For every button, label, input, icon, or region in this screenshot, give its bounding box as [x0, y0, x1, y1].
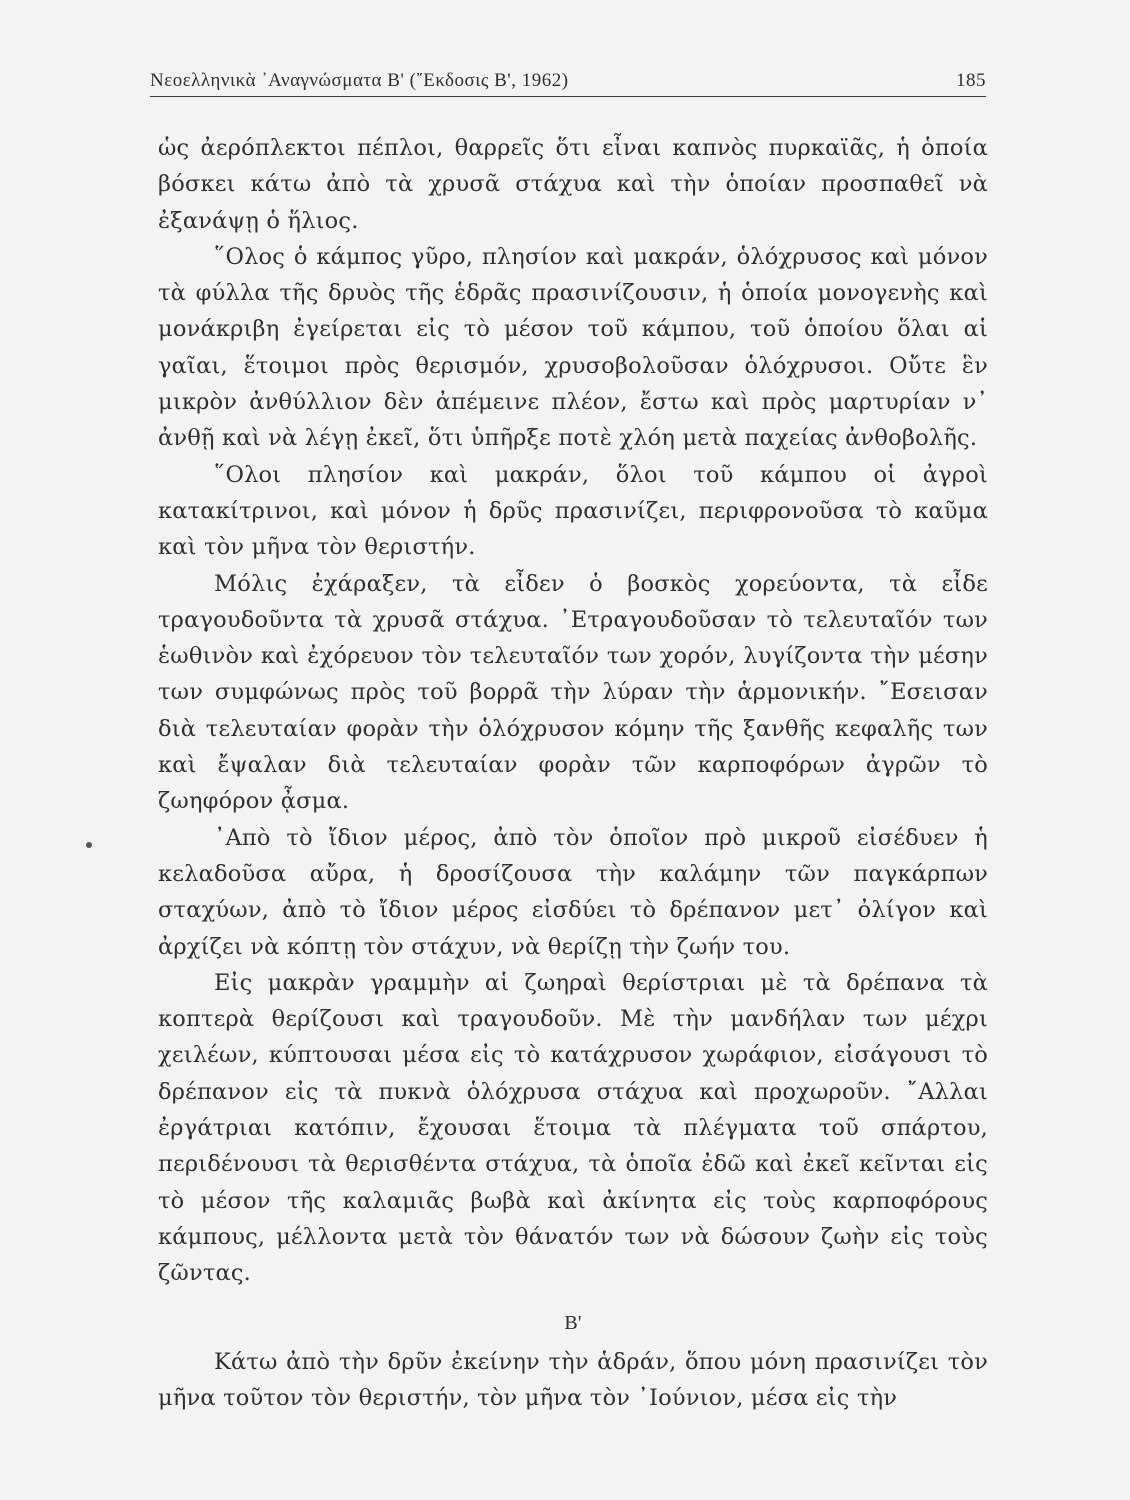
- section-heading: Β': [564, 1311, 582, 1334]
- section-b-paragraph: Κάτω ἀπὸ τὴν δρῦν ἐκείνην τὴν ἁδράν, ὅπου μόνη πρασινίζει τὸν μῆνα τοῦτον τὸν θεριστήν, τὸν μῆνα τὸν ᾿Ιούνιον, μέσα εἰς τὴν: [158, 1348, 988, 1411]
- running-head: [150, 58, 986, 92]
- margin-speck: [86, 842, 92, 848]
- paragraph-6: Εἰς μακρὰν γραμμὴν αἱ ζωηραὶ θερίστριαι μὲ τὰ δρέπανα τὰ κοπτερὰ θερίζουσι καὶ τραγουδοῦν. Μὲ τὴν μανδήλαν των μέχρι χειλέων, κύπτουσαι μέσα εἰς τὸ κατάχρυσον χωράφιον, εἰσάγουσι τὸ δρέπανον εἰς τὰ πυκνὰ ὁλόχρυσα στάχυα καὶ προχωροῦν. ῎Αλλαι ἐργάτριαι κατόπιν, ἔχουσαι ἕτοιμα τὰ πλέγματα τοῦ σπάρτου, περιδένουσι τὰ θερισθέντα στάχυα, τὰ ὁποῖα ἐδῶ καὶ ἐκεῖ κεῖνται εἰς τὸ μέσον τῆς καλαμιᾶς βωβὰ καὶ ἀκίνητα εἰς τοὺς καρποφόρους κάμπους, μέλλοντα μετὰ τὸν θάνατόν των νὰ δώσουν ζωὴν εἰς τοὺς ζῶντας.: [158, 969, 988, 1287]
- header-rule: [150, 96, 986, 97]
- paragraph-5: ᾿Απὸ τὸ ἴδιον μέρος, ἀπὸ τὸν ὁποῖον πρὸ μικροῦ εἰσέδυεν ἡ κελαδοῦσα αὔρα, ἡ δροσίζουσα τὴν καλάμην τῶν παγκάρπων σταχύων, ἀπὸ τὸ ἴδιον μέρος εἰσδύει τὸ δρέπανον μετ᾿ ὀλίγον καὶ ἀρχίζει νὰ κόπτῃ τὸν στάχυν, νὰ θερίζῃ τὴν ζωήν του.: [158, 824, 988, 960]
- paragraph-2: ῞Ολος ὁ κάμπος γῦρο, πλησίον καὶ μακράν, ὁλόχρυσος καὶ μόνον τὰ φύλλα τῆς δρυὸς τῆς ἑδρᾶς πρασινίζουσιν, ἡ ὁποία μονογενὴς καὶ μονάκριβη ἐγείρεται εἰς τὸ μέσον τοῦ κάμπου, τοῦ ὁποίου ὅλαι αἱ γαῖαι, ἕτοιμοι πρὸς θερισμόν, χρυσοβολοῦσαν ὁλόχρυσοι. Οὔτε ἓν μικρὸν ἀνθύλλιον δὲν ἀπέμεινε πλέον, ἔστω καὶ πρὸς μαρτυρίαν ν᾿ ἀνθῇ καὶ νὰ λέγῃ ἐκεῖ, ὅτι ὑπῆρξε ποτὲ χλόη μετὰ παχείας ἀνθοβολῆς.: [158, 243, 988, 452]
- running-head-title: Νεοελληνικὰ ᾿Αναγνώσματα Β' (῎Εκδοσις Β', 1962): [150, 70, 569, 91]
- body-text: [158, 130, 988, 1416]
- paragraph-3: ῞Ολοι πλησίον καὶ μακράν, ὅλοι τοῦ κάμπου οἱ ἀγροὶ κατακίτρινοι, καὶ μόνον ἡ δρῦς πρασινίζει, περιφρονοῦσα τὸ καῦμα καὶ τὸν μῆνα τὸν θεριστήν.: [158, 461, 988, 561]
- page-number: 185: [956, 70, 986, 91]
- paragraph-1: ὡς ἀερόπλεκτοι πέπλοι, θαρρεῖς ὅτι εἶναι καπνὸς πυρκαϊᾶς, ἡ ὁποία βόσκει κάτω ἀπὸ τὰ χρυσᾶ στάχυα καὶ τὴν ὁποίαν προσπαθεῖ νὰ ἐξανάψῃ ὁ ἥλιος.: [158, 135, 988, 234]
- paragraph-4: Μόλις ἐχάραξεν, τὰ εἶδεν ὁ βοσκὸς χορεύοντα, τὰ εἶδε τραγουδοῦντα τὰ χρυσᾶ στάχυα. ᾿Ετραγουδοῦσαν τὸ τελευταῖόν των ἑωθινὸν καὶ ἐχόρευον τὸν τελευταῖόν των χορόν, λυγίζοντα τὴν μέσην των συμφώνως πρὸς τοῦ βορρᾶ τὴν λύραν τὴν ἁρμονικήν. ῎Εσεισαν διὰ τελευταίαν φορὰν τὴν ὁλόχρυσον κόμην τῆς ξανθῆς κεφαλῆς των καὶ ἔψαλαν διὰ τελευταίαν φορὰν τῶν καρποφόρων ἀγρῶν τὸ ζωηφόρον ᾆσμα.: [158, 570, 988, 815]
